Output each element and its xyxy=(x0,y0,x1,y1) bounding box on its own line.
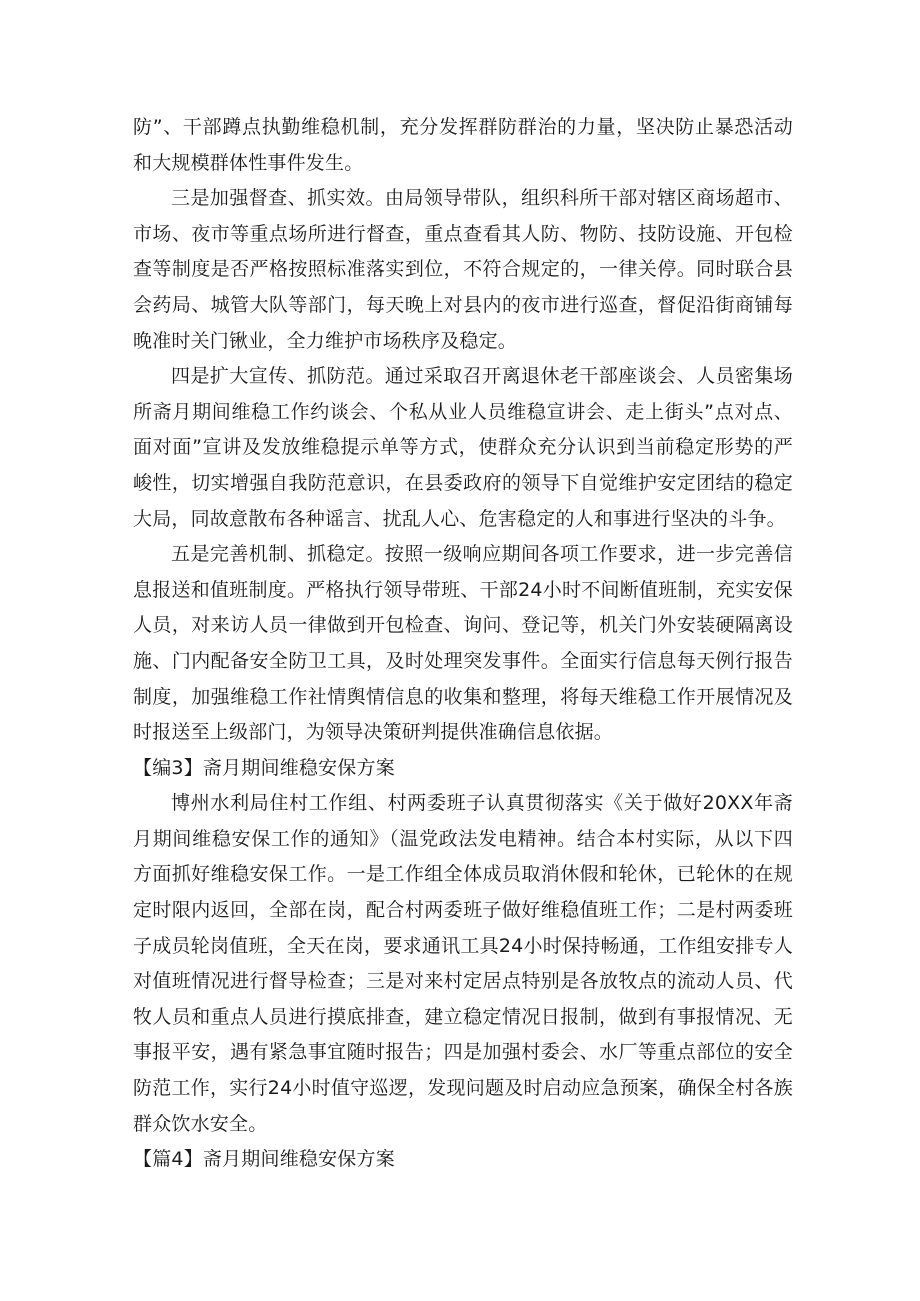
paragraph-mechanism: 五是完善机制、抓稳定。按照一级响应期间各项工作要求，进一步完善信息报送和值班制度。严格执行领导带班、干部24小时不间断值班制，充实安保人员，对来访人员一律做到开包检查、询问、登记等，机关门外安装硬隔离设施、门内配备安全防卫工具，及时处理突发事件。全面实行信息每天例行报告制度，加强维稳工作社情舆情信息的收集和整理，将每天维稳工作开展情况及时报送至上级部门，为领导决策研判提供准确信息依据。 xyxy=(133,543,793,744)
paragraph-supervision: 三是加强督查、抓实效。由局领导带队，组织科所干部对辖区商场超市、市场、夜市等重点场所进行督查，重点查看其人防、物防、技防设施、开包检查等制度是否严格按照标准落实到位，不符合规定的，一律关停。同时联合县会药局、城管大队等部门，每天晚上对县内的夜市进行巡查，督促沿街商铺每晚准时关门锹业，全力维护市场秩序及稳定。 xyxy=(133,187,793,352)
section-heading-3: 【编3】斋月期间维稳安保方案 xyxy=(133,756,395,779)
document-body xyxy=(133,110,793,1178)
paragraph-publicity: 四是扩大宣传、抓防范。通过采取召开离退休老干部座谈会、人员密集场所斋月期间维稳工作约谈会、个私从业人员维稳宣讲会、走上街头”点对点、面对面”宣讲及发放维稳提示单等方式，使群众充分认识到当前稳定形势的严峻性，切实增强自我防范意识，在县委政府的领导下自觉维护安定团结的稳定大局，同故意散布各种谣言、扰乱人心、危害稳定的人和事进行坚决的斗争。 xyxy=(133,365,793,530)
paragraph-continuation: 防”、干部蹲点执勤维稳机制，充分发挥群防群治的力量，坚决防止暴恐活动和大规模群体性事件发生。 xyxy=(133,116,793,174)
paragraph-village-work: 博州水利局住村工作组、村两委班子认真贯彻落实《关于做好20XX年斋月期间维稳安保工作的通知》（温党政法发电精神。结合本村实际，从以下四方面抓好维稳安保工作。一是工作组全体成员取消休假和轮休，已轮休的在规定时限内返回，全部在岗，配合村两委班子做好维稳值班工作；二是村两委班子成员轮岗值班，全天在岗，要求通讯工具24小时保持畅通，工作组安排专人对值班情况进行督导检查；三是对来村定居点特别是各放牧点的流动人员、代牧人员和重点人员进行摸底排查，建立稳定情况日报制，做到有事报情况、无事报平安，遇有紧急事宜随时报告；四是加强村委会、水厂等重点部位的安全防范工作，实行24小时值守巡逻，发现问题及时启动应急预案，确保全村各族群众饮水安全。 xyxy=(133,792,793,1135)
section-heading-4: 【篇4】斋月期间维稳安保方案 xyxy=(133,1148,395,1171)
